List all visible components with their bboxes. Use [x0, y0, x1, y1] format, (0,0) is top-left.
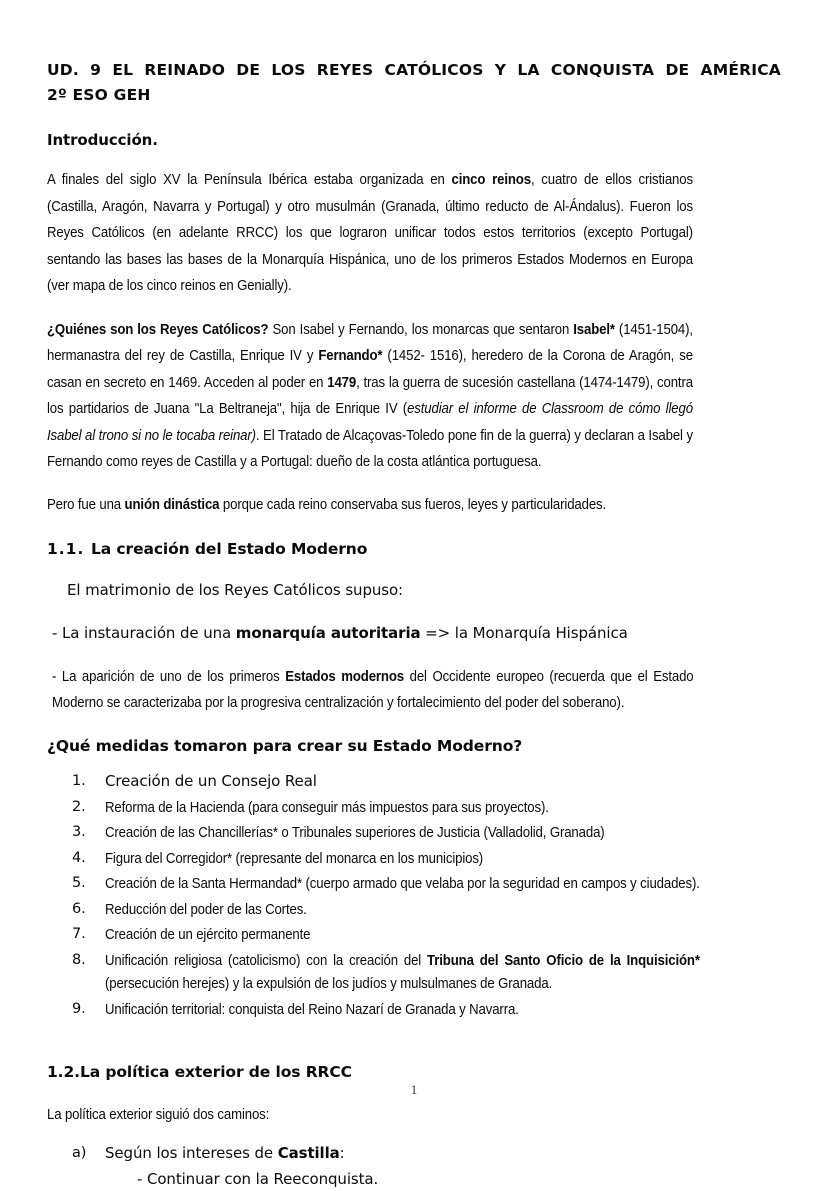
paragraph-intro-3 [47, 492, 781, 519]
bullet-2-text-a: - La aparición de uno de los primeros [52, 668, 286, 685]
measure-6-text: Reducción del poder de las Cortes. [105, 900, 307, 918]
section-spacer [47, 1023, 781, 1039]
bullet-1-bold-monarquia: monarquía autoritaria [235, 624, 421, 642]
page-number: 1 [410, 1082, 418, 1097]
measure-7-text: Creación de un ejército permanente [105, 926, 311, 943]
measure-4-text: Figura del Corregidor* (represante del monarca en los municipios) [105, 849, 484, 867]
paragraph-intro-2 [47, 317, 781, 476]
measures-list [47, 770, 781, 1021]
list-item [47, 821, 781, 845]
item-a-bold-castilla: Castilla [277, 1144, 340, 1162]
section-1-2-title: La política exterior de los RRCC [79, 1063, 352, 1081]
section-1-1-bullet-2 [47, 664, 781, 716]
measure-3-text: Creación de las Chancillerías* o Tribunales superiores de Justicia (Valladolid, Granada) [105, 824, 605, 841]
intro-p1-bold-cinco-reinos: cinco reinos [451, 171, 531, 188]
intro-p2-bold-1479: 1479 [327, 373, 357, 391]
section-1-1-bullet-1 [47, 620, 781, 646]
paragraph-intro-1 [47, 167, 781, 300]
list-item [47, 1141, 781, 1191]
page-title-line-1: UD. 9 EL REINADO DE LOS REYES CATÓLICOS Y LA CONQUISTA DE AMÉRICA [47, 61, 781, 79]
item-a-subitem: - Continuar con la Reeconquista. [137, 1170, 379, 1188]
section-1-1-title: La creación del Estado Moderno [91, 540, 368, 558]
intro-p2-text-e: . El Tratado de Alcaçovas-Toledo pone fin de la guerra) y declaran a Isabel y Fernando como reyes de Castilla y a Portugal: dueño de la costa atlántica portuguesa. [47, 426, 693, 470]
intro-p2-bold-fernando: Fernando* [318, 347, 383, 364]
measure-5-text: Creación de la Santa Hermandad* (cuerpo armado que velaba por la seguridad en campos y ciudades). [105, 875, 700, 892]
list-item [47, 796, 781, 820]
list-item [47, 847, 781, 871]
bullet-2-bold-estados-modernos: Estados modernos [285, 668, 404, 685]
intro-p2-text-d: , tras la guerra de sucesión castellana (1474-1479), contra los partidarios de Juana "La Beltraneja", hija de Enrique IV ( [47, 373, 693, 417]
intro-p2-text-a: Son Isabel y Fernando, los monarcas que sentaron [268, 320, 574, 338]
intro-p3-text-b: porque cada reino conservaba sus fueros, leyes y particularidades. [219, 495, 607, 513]
heading-section-1-1 [47, 538, 781, 560]
list-item [47, 949, 781, 996]
intro-p2-text-b: (1451-1504), hermanastra del rey de Castilla, Enrique IV y [47, 320, 693, 364]
intro-p3-bold-union-dinastica: unión dinástica [124, 495, 220, 513]
section-1-2-number: 1.2. [47, 1063, 80, 1081]
section-1-1-number: 1.1. [47, 540, 85, 558]
intro-p2-bold-isabel: Isabel* [573, 320, 615, 338]
section-1-1-lead: El matrimonio de los Reyes Católicos supuso: [67, 581, 404, 599]
intro-p3-text-a: Pero fue una [47, 495, 125, 513]
foreign-policy-list [47, 1141, 781, 1191]
measure-1-text: Creación de un Consejo Real [105, 772, 317, 790]
measure-8-bold-inquisicion: Tribuna del Santo Oficio de la Inquisición* [427, 951, 700, 969]
list-item [47, 872, 781, 896]
document-body [47, 58, 781, 1191]
bullet-2-text-b: del Occidente europeo (recuerda que el Estado Moderno se caracterizaba por la progresiva centralización y fortalecimiento del poder del soberano). [52, 668, 694, 711]
bullet-1-text-a: - La instauración de una [52, 624, 236, 642]
intro-p1-text-b: , cuatro de ellos cristianos (Castilla, Aragón, Navarra y Portugal) y otro musulmán (Granada, último reducto de Al-Ándalus). Fueron los Reyes Católicos (en adelante RRCC) los que lograron unificar todos estos territorios (excepto Portugal) sentando las bases las bases de la Monarquía Hispánica, uno de los primeros Estados Modernos en Europa (ver mapa de los cinco reinos en Genially). [47, 171, 693, 294]
heading-section-1-2 [47, 1061, 781, 1083]
list-item [47, 923, 781, 947]
list-item [47, 898, 781, 922]
item-a-text-b: : [339, 1144, 345, 1162]
measure-9-text: Unificación territorial: conquista del Reino Nazarí de Granada y Navarra. [105, 1000, 519, 1018]
heading-question-medidas: ¿Qué medidas tomaron para crear su Estado Moderno? [47, 737, 523, 755]
measure-8-text-a: Unificación religiosa (catolicismo) con la creación del [105, 951, 428, 969]
intro-p2-bold-question: ¿Quiénes son los Reyes Católicos? [47, 320, 269, 338]
measure-2-text: Reforma de la Hacienda (para conseguir más impuestos para sus proyectos). [105, 798, 549, 816]
heading-introduccion: Introducción. [47, 131, 158, 149]
intro-p2-text-c: (1452- 1516), heredero de la Corona de Aragón, se casan en secreto en 1469. Acceden al poder en [47, 347, 693, 391]
measure-8-text-c: (persecución herejes) y la expulsión de los judíos y mulsulmanes de Granada. [105, 975, 553, 992]
section-1-2-lead: La política exterior siguió dos caminos: [47, 1106, 270, 1123]
intro-p2-italic-classroom: estudiar el informe de Classroom de cómo llegó Isabel al trono si no le tocaba reinar) [47, 400, 693, 444]
list-item [47, 998, 781, 1022]
list-item [47, 770, 781, 794]
intro-p1-text-a: A finales del siglo XV la Península Ibérica estaba organizada en [47, 171, 452, 188]
page-title-line-2: 2º ESO GEH [47, 86, 151, 104]
page-title [47, 58, 781, 108]
bullet-1-text-b: => la Monarquía Hispánica [420, 624, 628, 642]
item-a-text-a: Según los intereses de [105, 1144, 278, 1162]
